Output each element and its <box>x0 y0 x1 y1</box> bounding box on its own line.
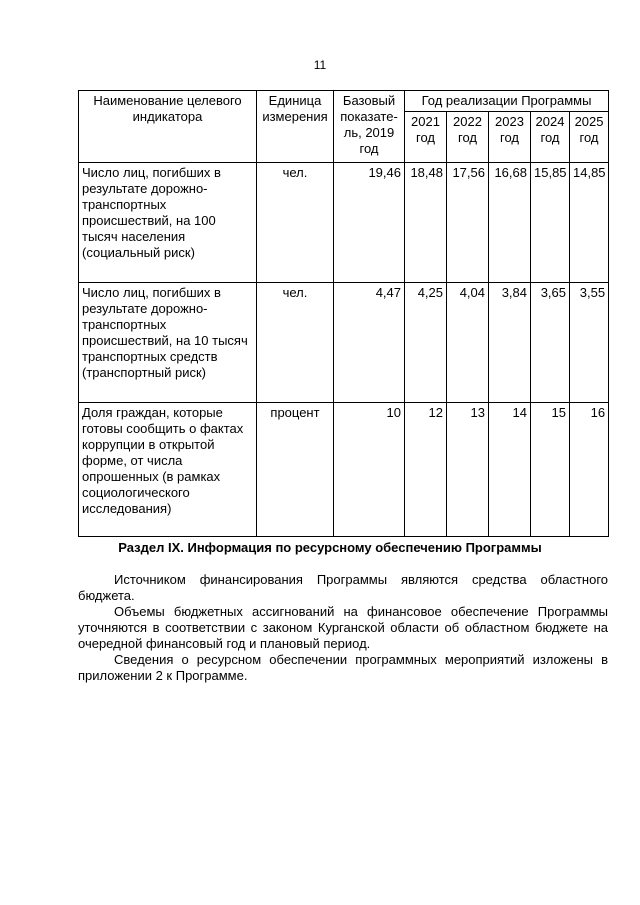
header-year: 2024 год <box>531 112 570 163</box>
indicator-value: 18,48 <box>405 163 447 283</box>
paragraph: Источником финансирования Программы являются средства областного бюджета. <box>78 572 608 603</box>
header-base: Базовый показате-ль, 2019 год <box>334 91 405 163</box>
indicator-value: 3,84 <box>489 283 531 403</box>
indicator-unit: чел. <box>257 283 334 403</box>
indicator-base: 10 <box>334 403 405 537</box>
indicator-value: 4,25 <box>405 283 447 403</box>
section-title: Раздел IX. Информация по ресурсному обеспечению Программы <box>118 540 542 555</box>
indicator-value: 12 <box>405 403 447 537</box>
indicator-name: Число лиц, погибших в результате дорожно-транспортных происшествий, на 10 тысяч транспортных средств (транспортный риск) <box>79 283 257 403</box>
indicator-value: 15 <box>531 403 570 537</box>
indicator-value: 16 <box>570 403 609 537</box>
header-name: Наименование целевого индикатора <box>79 91 257 163</box>
indicator-name: Число лиц, погибших в результате дорожно-транспортных происшествий, на 100 тысяч населения (социальный риск) <box>79 163 257 283</box>
table-row <box>79 403 609 537</box>
indicator-value: 4,04 <box>447 283 489 403</box>
header-year: 2023 год <box>489 112 531 163</box>
indicator-value: 16,68 <box>489 163 531 283</box>
indicator-unit: чел. <box>257 163 334 283</box>
paragraph: Объемы бюджетных ассигнований на финансовое обеспечение Программы уточняются в соответствии с законом Курганской области об областном бюджете на очередной финансовый год и плановый период. <box>78 604 608 651</box>
indicator-name: Доля граждан, которые готовы сообщить о фактах коррупции в открытой форме, от числа опрошенных (в рамках социологического исследования) <box>79 403 257 537</box>
header-unit: Единица измерения <box>257 91 334 163</box>
paragraph: Сведения о ресурсном обеспечении программных мероприятий изложены в приложении 2 к Программе. <box>78 652 608 683</box>
table-header-row <box>79 91 609 112</box>
indicator-value: 17,56 <box>447 163 489 283</box>
indicator-value: 14 <box>489 403 531 537</box>
indicator-value: 15,85 <box>531 163 570 283</box>
table-row <box>79 163 609 283</box>
table-row <box>79 283 609 403</box>
indicator-value: 3,55 <box>570 283 609 403</box>
indicators-table <box>78 90 609 537</box>
indicator-value: 14,85 <box>570 163 609 283</box>
indicator-value: 13 <box>447 403 489 537</box>
indicator-value: 3,65 <box>531 283 570 403</box>
indicator-unit: процент <box>257 403 334 537</box>
header-years-group: Год реализации Программы <box>405 91 609 112</box>
indicator-base: 19,46 <box>334 163 405 283</box>
page-number: 11 <box>313 58 327 72</box>
header-year: 2025 год <box>570 112 609 163</box>
indicator-base: 4,47 <box>334 283 405 403</box>
header-year: 2021 год <box>405 112 447 163</box>
section-body <box>78 572 608 684</box>
header-year: 2022 год <box>447 112 489 163</box>
